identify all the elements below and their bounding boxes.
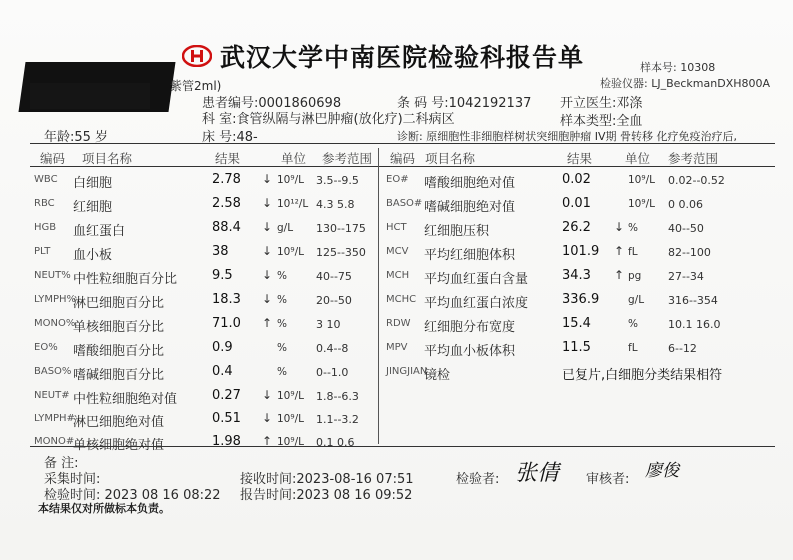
row-code: BASO# [386,198,423,209]
row-name: 淋巴细胞百分比 [73,296,165,311]
row-flag: ↑ [614,244,625,258]
row-ref: 10.1 16.0 [668,318,721,331]
header-unit-right: 单位 [625,151,651,166]
sample-number: 样本号: 10308 [640,61,716,74]
test-time: 检验时间: 2023 08 16 08:22 [44,488,221,503]
barcode-number: 条 码 号:1042192137 [397,96,532,111]
header-result-right: 结果 [567,151,593,166]
row-name: 平均血小板体积 [424,344,516,359]
row-value: 101.9 [562,244,600,259]
report-time: 报告时间:2023 08 16 09:52 [240,488,413,503]
row-ref: 0 0.06 [668,198,703,211]
row-name: 镜检 [424,368,451,383]
row-code: EO# [386,174,409,185]
department: 科 室:食管纵隔与淋巴肿瘤(放化疗)二科病区 [202,112,455,127]
row-unit: % [628,222,638,234]
row-name: 平均血红蛋白浓度 [424,296,529,311]
row-value: 0.51 [212,411,241,426]
table-divider-bottom [30,446,775,447]
row-ref: 82--100 [668,246,711,259]
row-ref: 4.3 5.8 [316,198,355,211]
row-name: 红细胞 [73,200,113,215]
row-code: HGB [34,222,57,233]
row-ref: 6--12 [668,342,697,355]
row-value: 18.3 [212,292,241,307]
row-flag: ↓ [262,388,273,402]
row-code: LYMPH% [34,294,77,305]
row-name: 单核细胞百分比 [73,320,165,335]
row-value: 0.9 [212,340,233,355]
row-name: 白细胞 [73,176,113,191]
row-code: MCHC [386,294,417,305]
row-value: 336.9 [562,292,600,307]
sample-type: 样本类型:全血 [560,114,643,129]
row-name: 血小板 [73,248,113,263]
row-unit: pg [628,270,642,282]
row-code: MONO% [34,318,76,329]
row-code: MPV [386,342,408,353]
row-value: 38 [212,244,229,259]
row-unit: % [277,366,287,378]
row-ref: 40--50 [668,222,704,235]
row-code: MCV [386,246,409,257]
row-code: MCH [386,270,410,281]
reviewer-signature: 廖俊 [645,461,679,481]
row-ref: 1.8--6.3 [316,390,359,403]
row-value: 1.98 [212,434,241,449]
row-unit: 10¹²/L [277,198,309,210]
instrument: 检验仪器: LJ_BeckmanDXH800A [600,77,771,90]
inspector-label: 检验者: [456,472,500,487]
row-flag: ↑ [262,316,273,330]
row-code: NEUT# [34,390,70,401]
disclaimer: 本结果仅对所做标本负责。 [38,502,170,515]
row-flag: ↑ [262,434,273,448]
row-code: EO% [34,342,58,353]
header-result-left: 结果 [215,151,241,166]
row-ref: 20--50 [316,294,352,307]
diagnosis: 诊断: 原细胞性非细胞样树状突细胞肿瘤 IV期 骨转移 化疗免疫治疗后, [397,130,737,143]
row-ref: 1.1--3.2 [316,413,359,426]
row-value: 2.58 [212,196,241,211]
row-code: WBC [34,174,58,185]
row-value: 11.5 [562,340,591,355]
row-flag: ↓ [614,220,625,234]
header-ref-right: 参考范围 [668,151,719,166]
row-unit: g/L [628,294,645,306]
remark-label: 备 注: [44,456,79,471]
inspector-signature: 张倩 [515,461,560,486]
ordering-doctor: 开立医生:邓涤 [560,96,643,111]
row-unit: % [277,270,287,282]
row-unit: g/L [277,222,294,234]
row-code: LYMPH# [34,413,75,424]
row-flag: ↓ [262,196,273,210]
row-ref: 316--354 [668,294,718,307]
row-unit: % [628,318,638,330]
row-code: PLT [34,246,51,257]
row-ref: 0.02--0.52 [668,174,725,187]
row-name: 红细胞压积 [424,224,490,239]
header-divider-top [30,143,775,144]
row-flag: ↓ [262,268,273,282]
row-code: RDW [386,318,411,329]
row-name: 嗜碱细胞绝对值 [424,200,516,215]
row-ref: 125--350 [316,246,366,259]
row-ref: 0.1 0.6 [316,436,355,449]
row-name: 淋巴细胞绝对值 [73,415,165,430]
reviewer-label: 审核者: [586,472,630,487]
row-ref: 0.4--8 [316,342,349,355]
row-unit: 10⁹/L [628,198,655,210]
row-flag: ↓ [262,220,273,234]
row-value: 0.02 [562,172,591,187]
row-unit: 10⁹/L [277,246,304,258]
row-name: 嗜酸细胞绝对值 [424,176,516,191]
row-name: 中性粒细胞绝对值 [73,392,178,407]
row-value: 已复片,白细胞分类结果相符 [562,368,723,383]
hospital-logo-icon [182,45,212,67]
row-unit: % [277,318,287,330]
row-flag: ↓ [262,172,273,186]
row-unit: 10⁹/L [277,390,304,402]
receive-time: 接收时间:2023-08-16 07:51 [240,472,414,487]
header-divider-bottom [30,166,775,167]
row-flag: ↓ [262,244,273,258]
row-name: 嗜酸细胞百分比 [73,344,165,359]
header-unit-left: 单位 [281,151,307,166]
row-value: 34.3 [562,268,591,283]
header-code-right: 编码 [390,151,416,166]
row-unit: 10⁹/L [277,413,304,425]
row-code: NEUT% [34,270,71,281]
row-value: 26.2 [562,220,591,235]
row-name: 平均血红蛋白含量 [424,272,529,287]
patient-age: 年龄:55 岁 [44,130,109,145]
row-unit: 10⁹/L [277,174,304,186]
row-ref: 130--175 [316,222,366,235]
row-value: 0.4 [212,364,233,379]
patient-id: 患者编号:0001860698 [202,96,342,111]
header-name-right: 项目名称 [425,151,476,166]
header-name-left: 项目名称 [82,151,133,166]
row-value: 88.4 [212,220,241,235]
row-code: JINGJIAN [386,366,428,377]
column-separator [378,148,379,444]
row-value: 0.27 [212,388,241,403]
row-ref: 0--1.0 [316,366,349,379]
report-title: 武汉大学中南医院检验科报告单 [220,43,585,72]
redaction-block-lower [30,83,150,109]
row-flag: ↓ [262,292,273,306]
row-flag: ↑ [614,268,625,282]
row-name: 嗜碱细胞百分比 [73,368,165,383]
row-value: 0.01 [562,196,591,211]
row-unit: fL [628,342,638,354]
row-ref: 40--75 [316,270,352,283]
row-value: 2.78 [212,172,241,187]
row-name: 单核细胞绝对值 [73,438,165,453]
row-ref: 3.5--9.5 [316,174,359,187]
row-ref: 27--34 [668,270,704,283]
row-value: 15.4 [562,316,591,331]
row-code: HCT [386,222,407,233]
row-unit: % [277,294,287,306]
header-ref-left: 参考范围 [322,151,373,166]
row-unit: 10⁹/L [277,436,304,448]
tube-type: 紫管2ml) [170,79,222,93]
row-name: 中性粒细胞百分比 [73,272,178,287]
row-unit: 10⁹/L [628,174,655,186]
row-value: 9.5 [212,268,233,283]
row-value: 71.0 [212,316,241,331]
row-name: 平均红细胞体积 [424,248,516,263]
row-unit: fL [628,246,638,258]
row-code: RBC [34,198,55,209]
row-name: 血红蛋白 [73,224,126,239]
row-ref: 3 10 [316,318,341,331]
collect-time: 采集时间: [44,472,101,487]
row-code: BASO% [34,366,72,377]
row-code: MONO# [34,436,75,447]
header-code-left: 编码 [40,151,66,166]
row-flag: ↓ [262,411,273,425]
row-name: 红细胞分布宽度 [424,320,516,335]
bed-number: 床 号:48- [202,130,258,145]
row-unit: % [277,342,287,354]
